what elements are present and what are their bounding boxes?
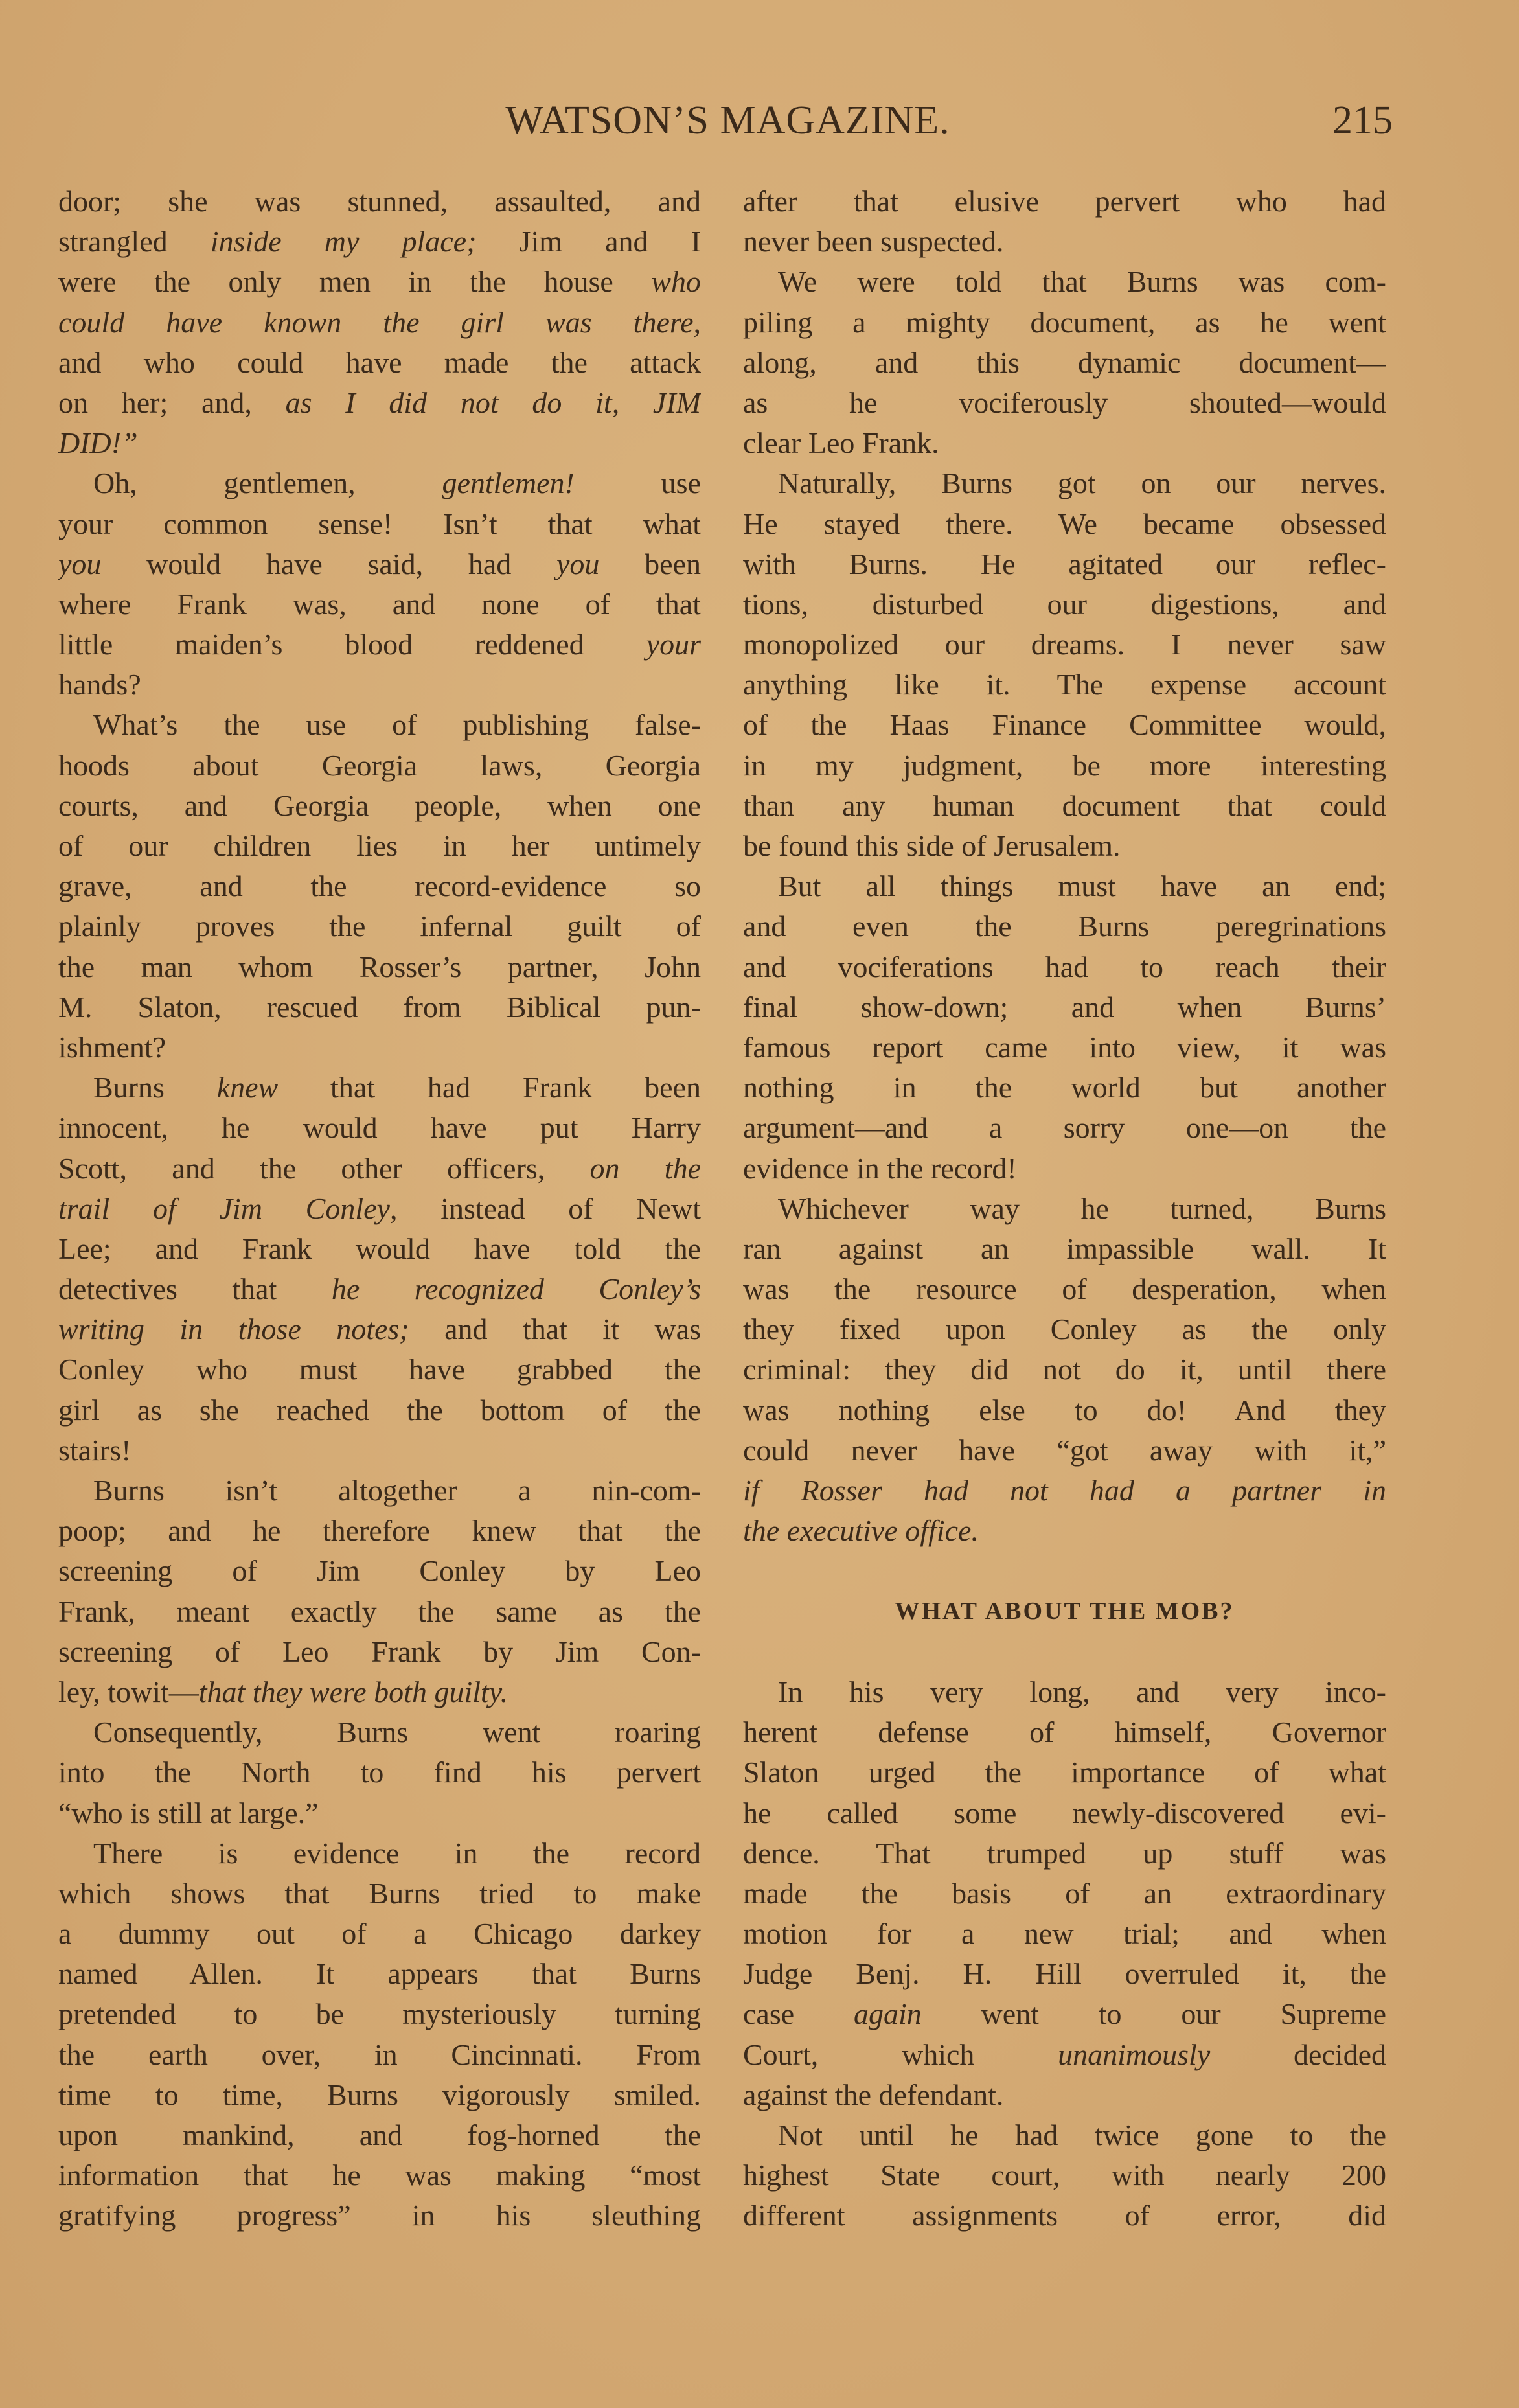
italic-text: knew	[216, 1071, 279, 1105]
text-segment: than any human document that could	[743, 788, 1386, 822]
running-title: WATSON’S MAGAZINE.	[505, 98, 950, 143]
text-line	[743, 1309, 1386, 1349]
text-segment: he called some newly-discovered evi-	[743, 1796, 1386, 1829]
text-line	[743, 423, 1386, 463]
text-segment: the earth over, in Cincinnati. From	[58, 2037, 701, 2071]
text-segment: tions, disturbed our digestions, and	[743, 587, 1386, 621]
text-line	[58, 1309, 701, 1349]
italic-text: inside my place;	[210, 225, 477, 258]
text-line	[743, 222, 1386, 262]
text-segment: Slaton urged the importance of what	[743, 1756, 1386, 1789]
text-segment: dence. That trumped up stuff was	[743, 1836, 1386, 1870]
text-segment: What’s the use of publishing false-	[93, 708, 701, 742]
right-column-lines-bottom	[743, 1672, 1386, 2236]
text-line	[743, 463, 1386, 503]
text-segment: never been suspected.	[743, 225, 1004, 258]
text-segment: door; she was stunned, assaulted, and	[58, 185, 701, 218]
text-segment: made the basis of an extraordinary	[743, 1876, 1386, 1910]
text-segment: Judge Benj. H. Hill overruled it, the	[743, 1957, 1386, 1991]
italic-text: DID!”	[58, 426, 138, 460]
text-segment: your common sense! Isn’t that what	[58, 507, 701, 540]
italic-text: if Rosser had not had a partner in	[743, 1474, 1386, 1507]
text-segment: screening of Leo Frank by Jim Con-	[58, 1634, 701, 1668]
text-segment: the man whom Rosser’s partner, John	[58, 950, 701, 983]
text-segment: could never have “got away with it,”	[743, 1433, 1386, 1467]
text-segment: detectives that	[58, 1272, 332, 1306]
text-line	[743, 1068, 1386, 1108]
text-segment: Naturally, Burns got on our nerves.	[778, 466, 1386, 500]
italic-text: trail of Jim Conley	[58, 1191, 390, 1225]
text-segment: Court, which	[743, 2037, 1058, 2071]
italic-text: the executive office.	[743, 1514, 979, 1548]
text-segment: use	[574, 466, 701, 500]
text-segment: stairs!	[58, 1433, 131, 1467]
text-line	[743, 1914, 1386, 1954]
text-segment: of the Haas Finance Committee would,	[743, 708, 1386, 742]
text-line	[743, 1954, 1386, 1994]
text-segment: famous report came into view, it was	[743, 1030, 1386, 1064]
text-line	[743, 665, 1386, 705]
text-segment: case	[743, 1997, 854, 2031]
text-segment: little maiden’s blood reddened	[58, 628, 646, 661]
text-segment: plainly proves the infernal guilt of	[58, 910, 701, 943]
page-number: 215	[1332, 98, 1393, 143]
text-segment: against the defendant.	[743, 2078, 1004, 2111]
text-segment: ishment?	[58, 1030, 166, 1064]
text-line	[743, 866, 1386, 906]
text-line	[58, 463, 701, 503]
text-line	[58, 343, 701, 383]
text-segment: Burns	[93, 1071, 217, 1105]
text-segment: would have said, had	[101, 547, 556, 580]
text-segment: monopolized our dreams. I never saw	[743, 628, 1386, 661]
text-segment: M. Slaton, rescued from Biblical pun-	[58, 990, 701, 1024]
text-line	[58, 2155, 701, 2196]
text-line	[743, 1511, 1386, 1551]
text-line	[743, 1471, 1386, 1511]
text-line	[743, 181, 1386, 222]
text-segment: along, and this dynamic document—	[743, 345, 1386, 379]
text-line	[743, 1874, 1386, 1914]
text-line	[743, 786, 1386, 826]
italic-text: unanimously	[1058, 2037, 1211, 2071]
text-segment: There is evidence in the record	[93, 1836, 701, 1870]
text-line	[58, 544, 701, 584]
text-line	[743, 343, 1386, 383]
text-line	[58, 1914, 701, 1954]
text-line	[743, 1430, 1386, 1471]
text-segment: was the resource of desperation, when	[743, 1272, 1386, 1306]
section-heading: WHAT ABOUT THE MOB?	[895, 1598, 1235, 1625]
text-line	[58, 786, 701, 826]
text-segment: screening of Jim Conley by Leo	[58, 1554, 701, 1588]
text-line	[58, 584, 701, 625]
text-line	[58, 1994, 701, 2034]
text-line	[743, 1752, 1386, 1793]
left-column-lines	[58, 181, 701, 2236]
text-line	[58, 1712, 701, 1752]
text-line	[743, 1229, 1386, 1269]
text-segment: decided	[1210, 2037, 1386, 2071]
text-segment: Frank, meant exactly the same as the	[58, 1594, 701, 1628]
text-line	[58, 423, 701, 463]
text-segment: final show-down; and when Burns’	[743, 990, 1386, 1024]
text-segment: poop; and he therefore knew that the	[58, 1514, 701, 1548]
text-segment: anything like it. The expense account	[743, 668, 1386, 702]
right-column-lines-top	[743, 181, 1386, 1551]
text-line	[58, 504, 701, 544]
text-line	[58, 1793, 701, 1833]
text-segment: grave, and the record-evidence so	[58, 869, 701, 903]
text-line	[743, 262, 1386, 302]
text-line	[743, 987, 1386, 1027]
text-line	[58, 1752, 701, 1793]
text-segment: , instead of Newt	[389, 1191, 701, 1225]
text-line	[743, 2075, 1386, 2115]
text-line	[58, 2115, 701, 2155]
text-line	[743, 1108, 1386, 1148]
text-line	[58, 625, 701, 665]
right-column	[743, 181, 1386, 2236]
text-line	[58, 303, 701, 343]
text-line	[743, 1149, 1386, 1189]
text-segment: and vociferations had to reach their	[743, 950, 1386, 983]
text-line	[743, 303, 1386, 343]
text-segment: and that it was	[409, 1313, 701, 1346]
text-line	[58, 2035, 701, 2075]
text-line	[58, 1149, 701, 1189]
text-segment: hands?	[58, 668, 141, 702]
text-segment: went to our Supreme	[921, 1997, 1386, 2031]
text-segment: Consequently, Burns went roaring	[93, 1715, 701, 1749]
text-segment: argument—and a sorry one—on the	[743, 1111, 1386, 1145]
text-segment: that had Frank been	[278, 1071, 701, 1105]
text-line	[743, 2155, 1386, 2196]
text-line	[58, 383, 701, 423]
text-line	[743, 625, 1386, 665]
text-line	[743, 1994, 1386, 2034]
text-segment: piling a mighty document, as he went	[743, 305, 1386, 339]
text-line	[58, 1430, 701, 1471]
text-line	[743, 1189, 1386, 1229]
text-segment: gratifying progress” in his sleuthing	[58, 2199, 701, 2232]
text-line	[58, 906, 701, 946]
text-segment: ley, towit—	[58, 1675, 199, 1708]
text-segment: Not until he had twice gone to the	[778, 2118, 1386, 2152]
text-line	[58, 1592, 701, 1632]
text-segment: was nothing else to do! And they	[743, 1393, 1386, 1427]
text-line	[743, 584, 1386, 625]
text-segment: and even the Burns peregrinations	[743, 910, 1386, 943]
text-line	[58, 705, 701, 745]
text-segment: as he vociferously shouted—would	[743, 385, 1386, 419]
text-line	[58, 1390, 701, 1430]
text-line	[58, 665, 701, 705]
text-segment: in my judgment, be more interesting	[743, 748, 1386, 782]
text-line	[58, 1068, 701, 1108]
text-segment: a dummy out of a Chicago darkey	[58, 1917, 701, 1951]
text-segment: Jim and I	[476, 225, 701, 258]
text-line	[743, 1712, 1386, 1752]
text-line	[58, 826, 701, 866]
italic-text: your	[646, 628, 701, 661]
text-segment: But all things must have an end;	[778, 869, 1386, 903]
text-line	[743, 1833, 1386, 1874]
italic-text: on the	[589, 1151, 701, 1185]
text-segment: information that he was making “most	[58, 2159, 701, 2192]
text-line	[58, 1269, 701, 1309]
text-segment: with Burns. He agitated our reflec-	[743, 547, 1386, 580]
text-segment: Conley who must have grabbed the	[58, 1353, 701, 1386]
italic-text: could have known the girl was there,	[58, 305, 701, 339]
italic-text: you	[556, 547, 600, 580]
text-segment: He stayed there. We became obsessed	[743, 507, 1386, 540]
text-line	[58, 2196, 701, 2236]
text-line	[58, 181, 701, 222]
text-line	[743, 544, 1386, 584]
text-line	[743, 1793, 1386, 1833]
italic-text: writing in those notes;	[58, 1313, 409, 1346]
text-segment: evidence in the record!	[743, 1151, 1017, 1185]
text-segment: girl as she reached the bottom of the	[58, 1393, 701, 1427]
text-line	[743, 504, 1386, 544]
text-segment: been	[599, 547, 701, 580]
text-line	[58, 1511, 701, 1551]
text-segment: be found this side of Jerusalem.	[743, 829, 1121, 862]
text-line	[58, 1189, 701, 1229]
text-line	[58, 1108, 701, 1148]
italic-text: as I did not do it, JIM	[285, 385, 701, 419]
text-segment: courts, and Georgia people, when one	[58, 788, 701, 822]
text-line	[58, 746, 701, 786]
text-line	[58, 1027, 701, 1068]
text-segment: nothing in the world but another	[743, 1071, 1386, 1105]
text-line	[743, 1269, 1386, 1309]
italic-text: you	[58, 547, 102, 580]
text-line	[58, 1349, 701, 1390]
text-segment: and who could have made the attack	[58, 345, 701, 379]
text-line	[743, 746, 1386, 786]
italic-text: that they were both guilty.	[198, 1675, 508, 1708]
text-segment: criminal: they did not do it, until there	[743, 1353, 1386, 1386]
text-line	[58, 1954, 701, 1994]
italic-text: he recognized Conley’s	[331, 1272, 701, 1306]
text-segment: highest State court, with nearly 200	[743, 2159, 1386, 2192]
text-segment: Scott, and the other officers,	[58, 1151, 590, 1185]
text-segment: into the North to find his pervert	[58, 1756, 701, 1789]
text-segment: In his very long, and very inco-	[778, 1675, 1386, 1708]
text-line	[58, 1471, 701, 1511]
text-segment: ran against an impassible wall. It	[743, 1232, 1386, 1265]
text-line	[58, 2075, 701, 2115]
text-line	[743, 2196, 1386, 2236]
text-line	[743, 705, 1386, 745]
text-segment: Whichever way he turned, Burns	[778, 1191, 1386, 1225]
text-segment: on her; and,	[58, 385, 286, 419]
text-segment: upon mankind, and fog-horned the	[58, 2118, 701, 2151]
text-segment: where Frank was, and none of that	[58, 587, 701, 621]
text-line	[743, 1027, 1386, 1068]
text-segment: Lee; and Frank would have told the	[58, 1232, 701, 1265]
text-segment: Oh, gentlemen,	[93, 466, 442, 500]
text-segment: after that elusive pervert who had	[743, 185, 1386, 218]
text-line	[743, 947, 1386, 987]
text-segment: hoods about Georgia laws, Georgia	[58, 748, 701, 782]
text-line	[58, 1874, 701, 1914]
text-line	[743, 383, 1386, 423]
text-segment: which shows that Burns tried to make	[58, 1876, 701, 1910]
text-segment: of our children lies in her untimely	[58, 829, 701, 862]
text-segment: Burns isn’t altogether a nin-com-	[93, 1474, 701, 1507]
text-segment: We were told that Burns was com-	[778, 265, 1386, 299]
text-segment: different assignments of error, did	[743, 2199, 1386, 2232]
text-line	[58, 1229, 701, 1269]
text-line	[743, 1349, 1386, 1390]
text-line	[58, 1672, 701, 1712]
text-line	[58, 1833, 701, 1874]
text-line	[58, 1551, 701, 1591]
text-line	[743, 1390, 1386, 1430]
text-segment: innocent, he would have put Harry	[58, 1111, 701, 1145]
italic-text: again	[853, 1997, 922, 2031]
text-segment: were the only men in the house	[58, 265, 652, 299]
italic-text: gentlemen!	[442, 466, 575, 500]
text-line	[743, 1672, 1386, 1712]
text-segment: time to time, Burns vigorously smiled.	[58, 2078, 701, 2111]
text-line	[743, 2035, 1386, 2075]
text-segment: they fixed upon Conley as the only	[743, 1313, 1386, 1346]
left-column	[58, 181, 701, 2236]
text-segment: clear Leo Frank.	[743, 426, 939, 460]
text-segment: herent defense of himself, Governor	[743, 1715, 1386, 1749]
text-line	[58, 866, 701, 906]
text-line	[58, 1632, 701, 1672]
text-segment: named Allen. It appears that Burns	[58, 1957, 701, 1991]
text-segment: pretended to be mysteriously turning	[58, 1997, 701, 2031]
text-line	[58, 262, 701, 302]
text-segment: motion for a new trial; and when	[743, 1917, 1386, 1951]
text-line	[743, 826, 1386, 866]
text-line	[743, 2115, 1386, 2155]
text-line	[58, 987, 701, 1027]
text-segment: “who is still at large.”	[58, 1796, 319, 1829]
text-line	[58, 222, 701, 262]
text-segment: strangled	[58, 225, 211, 258]
text-line	[743, 906, 1386, 946]
italic-text: who	[651, 265, 701, 299]
text-line	[58, 947, 701, 987]
